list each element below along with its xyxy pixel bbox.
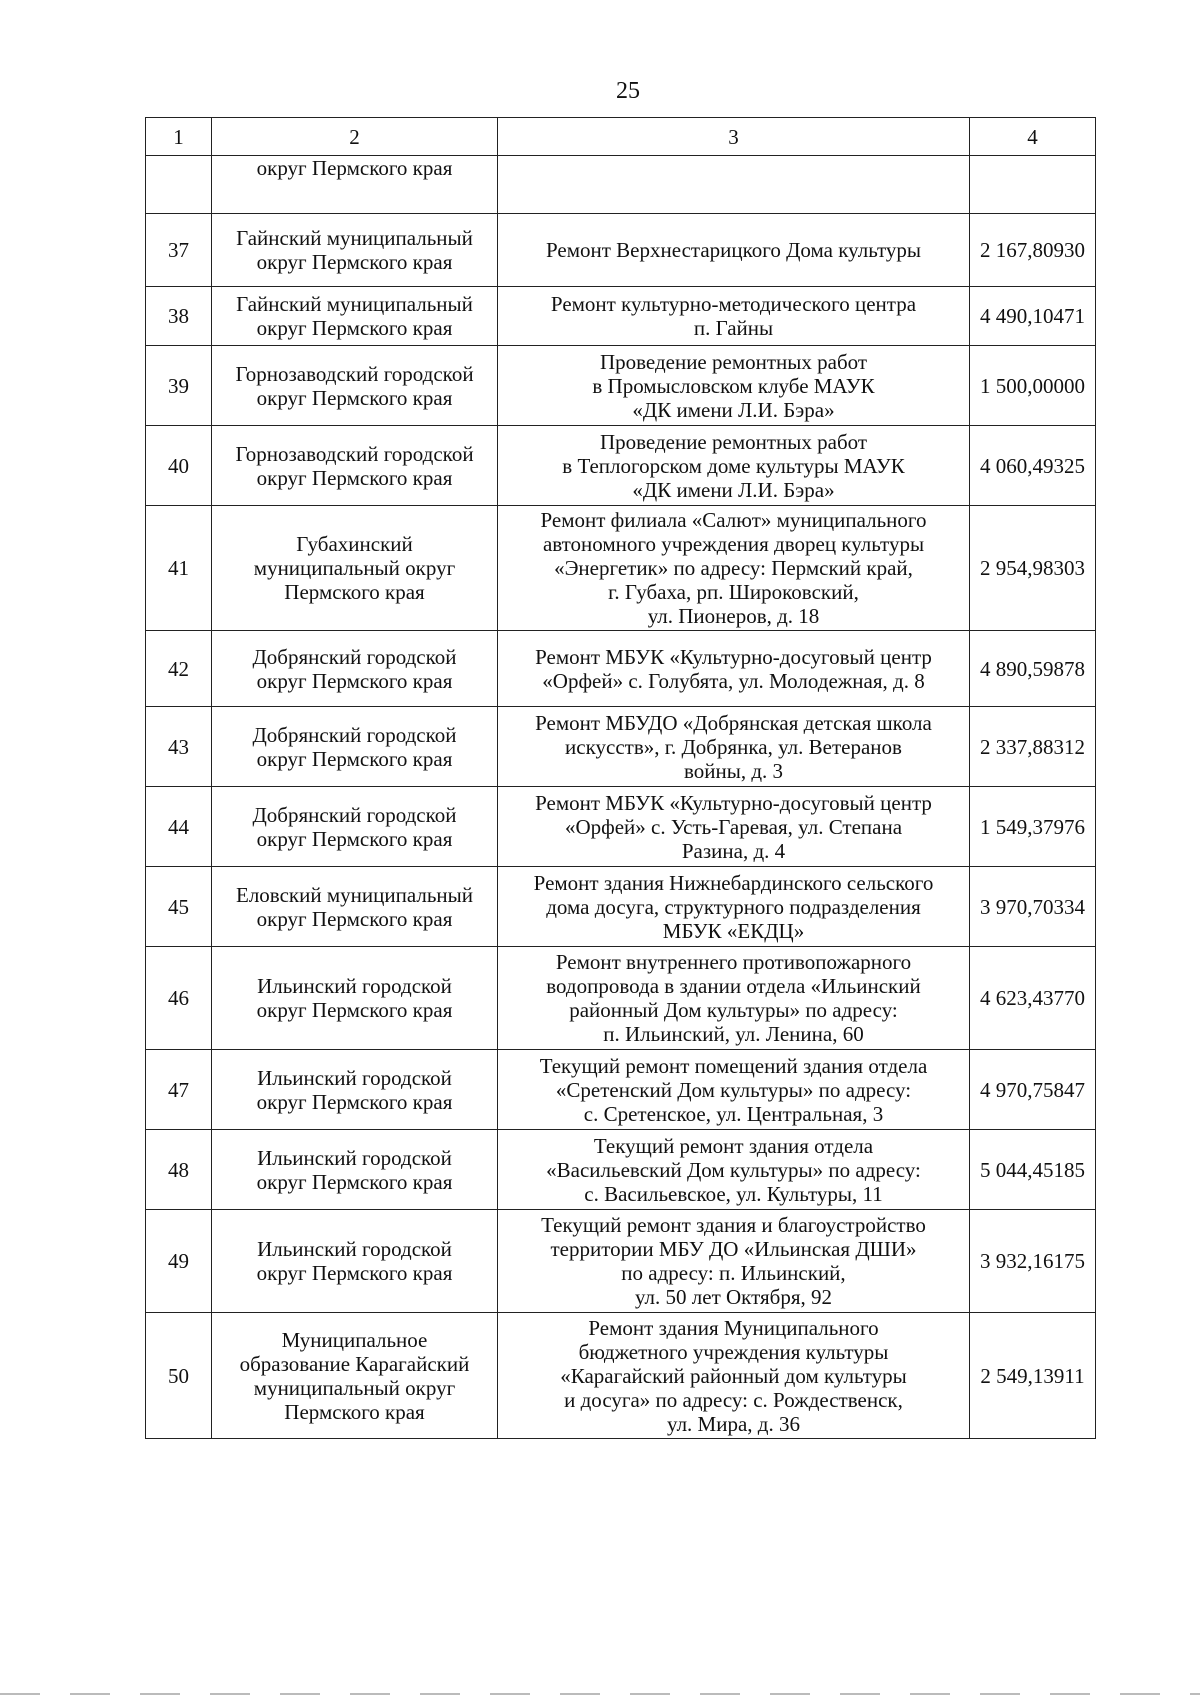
description-cell: Ремонт МБУДО «Добрянская детская школа искусств», г. Добрянка, ул. Ветеранов войны, д. 3 <box>498 707 970 787</box>
row-number-cell: 40 <box>146 426 212 506</box>
table-row <box>146 506 1096 631</box>
amount-cell: 1 500,00000 <box>970 346 1096 426</box>
table-row <box>146 787 1096 867</box>
amount-cell: 3 970,70334 <box>970 867 1096 947</box>
table-header-row <box>146 118 1096 156</box>
table-row <box>146 214 1096 287</box>
table-row <box>146 426 1096 506</box>
table-row <box>146 1050 1096 1130</box>
amount-cell: 5 044,45185 <box>970 1130 1096 1210</box>
municipality-cell: Горнозаводский городской округ Пермского края <box>212 426 498 506</box>
description-cell: Ремонт МБУК «Культурно-досуговый центр «Орфей» с. Усть-Гаревая, ул. Степана Разина, д. 4 <box>498 787 970 867</box>
table-row <box>146 1130 1096 1210</box>
description-cell: Проведение ремонтных работ в Теплогорском доме культуры МАУК «ДК имени Л.И. Бэра» <box>498 426 970 506</box>
description-cell: Текущий ремонт здания и благоустройство территории МБУ ДО «Ильинская ДШИ» по адресу: п. Ильинский, ул. 50 лет Октября, 92 <box>498 1210 970 1313</box>
amount-cell: 4 623,43770 <box>970 947 1096 1050</box>
table-row <box>146 707 1096 787</box>
amount-cell: 2 549,13911 <box>970 1313 1096 1439</box>
row-number-cell: 37 <box>146 214 212 287</box>
table-row <box>146 1313 1096 1439</box>
municipality-cell: Добрянский городской округ Пермского края <box>212 707 498 787</box>
table-row <box>146 346 1096 426</box>
row-number-cell: 45 <box>146 867 212 947</box>
page-number: 25 <box>616 78 640 104</box>
header-col-2: 2 <box>212 118 498 156</box>
description-cell: Ремонт внутреннего противопожарного водопровода в здании отдела «Ильинский районный Дом культуры» по адресу: п. Ильинский, ул. Ленина, 60 <box>498 947 970 1050</box>
cont-cell-description <box>498 156 970 214</box>
table-row <box>146 631 1096 707</box>
description-cell: Ремонт здания Нижнебардинского сельского дома досуга, структурного подразделения МБУК «ЕКДЦ» <box>498 867 970 947</box>
description-cell: Ремонт филиала «Салют» муниципального автономного учреждения дворец культуры «Энергетик» по адресу: Пермский край, г. Губаха, рп. Широковский, ул. Пионеров, д. 18 <box>498 506 970 631</box>
description-cell: Ремонт Верхнестарицкого Дома культуры <box>498 214 970 287</box>
amount-cell: 4 060,49325 <box>970 426 1096 506</box>
amount-cell: 2 167,80930 <box>970 214 1096 287</box>
amount-cell: 3 932,16175 <box>970 1210 1096 1313</box>
row-number-cell: 43 <box>146 707 212 787</box>
municipality-cell: Добрянский городской округ Пермского края <box>212 631 498 707</box>
row-number-cell: 49 <box>146 1210 212 1313</box>
header-col-3: 3 <box>498 118 970 156</box>
description-cell: Ремонт здания Муниципального бюджетного учреждения культуры «Карагайский районный дом культуры и досуга» по адресу: с. Рождественск, ул. Мира, д. 36 <box>498 1313 970 1439</box>
row-number-cell: 47 <box>146 1050 212 1130</box>
description-cell: Ремонт МБУК «Культурно-досуговый центр «Орфей» с. Голубята, ул. Молодежная, д. 8 <box>498 631 970 707</box>
table-row <box>146 947 1096 1050</box>
row-number-cell: 42 <box>146 631 212 707</box>
table-row <box>146 287 1096 346</box>
row-number-cell: 44 <box>146 787 212 867</box>
cont-cell-amount <box>970 156 1096 214</box>
header-col-1: 1 <box>146 118 212 156</box>
row-number-cell: 38 <box>146 287 212 346</box>
municipality-cell: Гайнский муниципальный округ Пермского края <box>212 287 498 346</box>
description-cell: Текущий ремонт здания отдела «Васильевский Дом культуры» по адресу: с. Васильевское, ул. Культуры, 11 <box>498 1130 970 1210</box>
row-number-cell: 46 <box>146 947 212 1050</box>
amount-cell: 2 337,88312 <box>970 707 1096 787</box>
amount-cell: 4 490,10471 <box>970 287 1096 346</box>
municipality-cell: Ильинский городской округ Пермского края <box>212 1210 498 1313</box>
table-body <box>146 118 1096 1439</box>
cont-cell-num <box>146 156 212 214</box>
municipality-cell: Еловский муниципальный округ Пермского края <box>212 867 498 947</box>
header-col-4: 4 <box>970 118 1096 156</box>
municipality-cell: Муниципальное образование Карагайский муниципальный округ Пермского края <box>212 1313 498 1439</box>
row-number-cell: 41 <box>146 506 212 631</box>
municipality-cell: Ильинский городской округ Пермского края <box>212 947 498 1050</box>
row-number-cell: 50 <box>146 1313 212 1439</box>
description-cell: Текущий ремонт помещений здания отдела «Сретенский Дом культуры» по адресу: с. Сретенское, ул. Центральная, 3 <box>498 1050 970 1130</box>
table-row <box>146 1210 1096 1313</box>
municipality-cell: Ильинский городской округ Пермского края <box>212 1050 498 1130</box>
amount-cell: 4 890,59878 <box>970 631 1096 707</box>
funding-table <box>145 117 1096 1439</box>
amount-cell: 1 549,37976 <box>970 787 1096 867</box>
municipality-cell: Горнозаводский городской округ Пермского края <box>212 346 498 426</box>
municipality-cell: Гайнский муниципальный округ Пермского края <box>212 214 498 287</box>
scan-edge-artifact <box>0 1693 1200 1695</box>
description-cell: Ремонт культурно-методического центра п. Гайны <box>498 287 970 346</box>
description-cell: Проведение ремонтных работ в Промысловском клубе МАУК «ДК имени Л.И. Бэра» <box>498 346 970 426</box>
table-continuation-row <box>146 156 1096 214</box>
row-number-cell: 48 <box>146 1130 212 1210</box>
municipality-cell: Ильинский городской округ Пермского края <box>212 1130 498 1210</box>
municipality-cell: Добрянский городской округ Пермского края <box>212 787 498 867</box>
amount-cell: 4 970,75847 <box>970 1050 1096 1130</box>
table-row <box>146 867 1096 947</box>
municipality-cell: Губахинский муниципальный округ Пермского края <box>212 506 498 631</box>
amount-cell: 2 954,98303 <box>970 506 1096 631</box>
row-number-cell: 39 <box>146 346 212 426</box>
cont-cell-municipality: округ Пермского края <box>212 156 498 214</box>
